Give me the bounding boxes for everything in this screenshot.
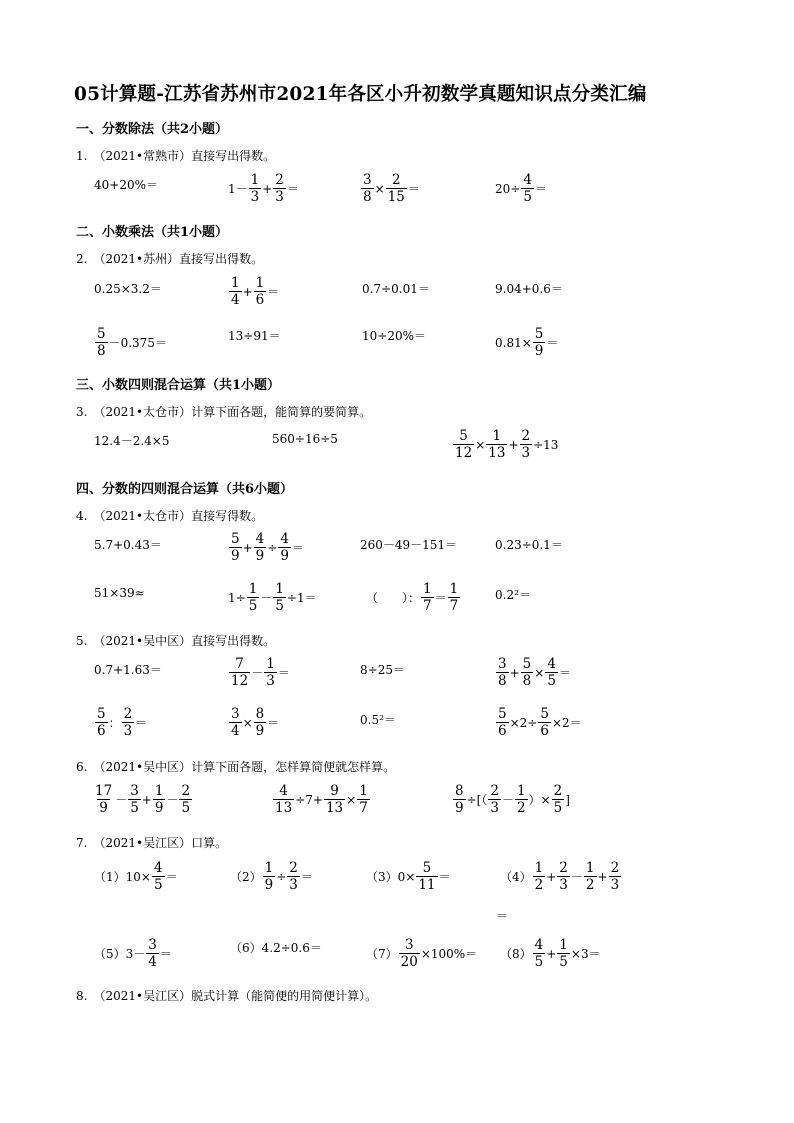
question-1-prompt: 1. （2021•常熟市）直接写出得数。 [76,149,276,163]
expr-q2h: 0.81× $\frac{5}{9}$ ＝ [495,326,559,360]
expr-q5c: 8÷25＝ [360,663,405,677]
expr-q5d: $\frac{3}{8}$ + $\frac{5}{8}$ × $\frac{4}{5}$ ＝ [498,656,571,690]
page-title: 05计算题-江苏省苏州市2021年各区小升初数学真题知识点分类汇编 [74,84,647,105]
question-2-prompt: 2. （2021•苏州）直接写出得数。 [76,252,264,266]
expr-q4c: 260－49－151＝ [360,538,458,552]
expr-q4a: 5.7+0.43＝ [94,538,162,552]
expr-q6c: $\frac{8}{9}$ ÷[（ $\frac{2}{3}$ － $\frac{1}{2}$ ）× $\frac{2}{5}$ ] [455,783,570,817]
question-3-prompt: 3. （2021•太仓市）计算下面各题，能简算的要简算。 [76,405,372,419]
expr-q5a: 0.7+1.63＝ [94,663,162,677]
expr-q6b: $\frac{4}{13}$ ÷7+ $\frac{9}{13}$ × $\frac{1}{7}$ [275,783,368,817]
expr-q2c: 0.7÷0.01＝ [362,282,430,296]
section-heading-decimal-mixed: 三、小数四则混合运算（共1小题） [76,378,281,393]
expr-q2g: 10÷20%＝ [362,329,426,343]
expr-q3c: $\frac{5}{12}$ × $\frac{1}{13}$ + $\frac{2}{3}$ ÷13 [455,428,559,462]
expr-q7g: （7） $\frac{3}{20}$ ×100%＝ [366,937,478,971]
section-heading-decimal-multiplication: 二、小数乘法（共1小题） [76,225,229,240]
expr-q2a: 0.25×3.2＝ [94,282,162,296]
expr-q3b: 560÷16÷5 [272,432,338,446]
section-heading-fraction-mixed: 四、分数的四则混合运算（共6小题） [76,482,294,497]
expr-q4b: $\frac{5}{9}$ + $\frac{4}{9}$ ÷ $\frac{4}{9}$ ＝ [231,531,304,565]
expr-q1a: 40+20%＝ [94,178,158,192]
expr-q5h: $\frac{5}{6}$ ×2÷ $\frac{5}{6}$ ×2＝ [498,706,582,740]
expr-q6a: $\frac{17}{9}$ － $\frac{3}{5}$ + $\frac{1}{9}$ － $\frac{2}{5}$ [95,783,191,817]
expr-q3a: 12.4－2.4×5 [94,434,170,448]
expr-q5b: $\frac{7}{12}$ － $\frac{1}{3}$ ＝ [231,656,290,690]
expr-q7d-equals: ＝ [496,909,509,923]
expr-q5f: $\frac{3}{4}$ × $\frac{8}{9}$ ＝ [231,706,280,740]
expr-q4g: （ ）： $\frac{1}{7}$ ＝ $\frac{1}{7}$ [366,581,459,615]
expr-q7b: （2） $\frac{1}{9}$ ÷ $\frac{2}{3}$ ＝ [230,860,313,894]
expr-q5e: $\frac{5}{6}$ ： $\frac{2}{3}$ ＝ [97,706,148,740]
expr-q1c: $\frac{3}{8}$ × $\frac{2}{15}$ ＝ [363,172,420,206]
question-5-prompt: 5. （2021•吴中区）直接写出得数。 [76,634,276,648]
question-8-prompt: 8. （2021•吴江区）脱式计算（能简便的用简便计算）。 [76,989,378,1003]
expr-q1d: 20÷ $\frac{4}{5}$ ＝ [495,172,547,206]
expr-q1b: 1－ $\frac{1}{3}$ + $\frac{2}{3}$ ＝ [228,172,299,206]
section-heading-fraction-division: 一、分数除法（共2小题） [76,122,229,137]
expr-q4h: 0.2²＝ [495,588,531,602]
expr-q4f: 1÷ $\frac{1}{5}$ － $\frac{1}{5}$ ÷1＝ [228,581,317,615]
question-7-prompt: 7. （2021•吴江区）口算。 [76,836,228,850]
expr-q7h: （8） $\frac{4}{5}$ + $\frac{1}{5}$ ×3＝ [500,937,601,971]
expr-q4e: 51×39≈ [94,586,145,600]
expr-q7e: （5）3－ $\frac{3}{4}$ ＝ [94,937,172,971]
expr-q4d: 0.23÷0.1＝ [495,538,563,552]
question-4-prompt: 4. （2021•太仓市）直接写得数。 [76,509,264,523]
expr-q7f: （6）4.2÷0.6＝ [230,941,322,955]
expr-q2d: 9.04+0.6＝ [495,282,563,296]
expr-q2e: $\frac{5}{8}$ －0.375＝ [97,326,167,360]
expr-q7c: （3）0× $\frac{5}{11}$ ＝ [366,860,451,894]
question-6-prompt: 6. （2021•吴中区）计算下面各题，怎样算简便就怎样算。 [76,760,396,774]
expr-q5g: 0.5²＝ [360,713,396,727]
expr-q7a: （1）10× $\frac{4}{5}$ ＝ [94,860,178,894]
expr-q7d: （4） $\frac{1}{2}$ + $\frac{2}{3}$ － $\frac{1}{2}$ + $\frac{2}{3}$ [500,860,620,894]
expr-q2b: $\frac{1}{4}$ + $\frac{1}{6}$ ＝ [231,275,280,309]
expr-q2f: 13÷91＝ [228,329,281,343]
